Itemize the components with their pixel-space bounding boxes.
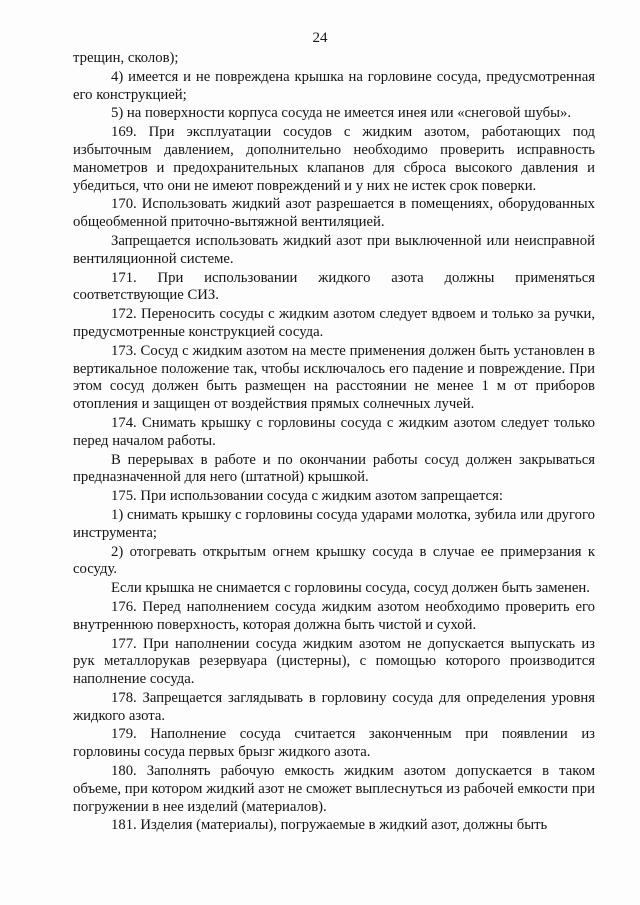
paragraph: 175. При использовании сосуда с жидким азотом запрещается: [111,488,503,505]
paragraph: 172. Переносить сосуды с жидким азотом следует вдвоем и только за ручки, предусмотренные конструкцией сосуда. [73,306,595,340]
paragraph: 1) снимать крышку с горловины сосуда ударами молотка, зубила или другого инструмента; [73,506,595,541]
page-number: 24 [312,30,328,46]
paragraph: 170. Использовать жидкий азот разрешается в помещениях, оборудованных общеобменной приточно-вытяжной вентиляцией. [73,196,595,231]
paragraph: В перерывах в работе и по окончании работы сосуд должен закрываться предназначенной для него (штатной) крышкой. [73,451,595,486]
paragraph: 171. При использовании жидкого азота должны применяться соответствующие СИЗ. [73,269,595,304]
paragraph: 181. Изделия (материалы), погружаемые в жидкий азот, должны быть [111,817,548,834]
paragraph: 176. Перед наполнением сосуда жидким азотом необходимо проверить его внутреннюю поверхность, которая должна быть чистой и сухой. [73,598,595,633]
paragraph: 2) отогревать открытым огнем крышку сосуда в случае ее примерзания к сосуду. [73,543,595,578]
paragraph: 173. Сосуд с жидким азотом на месте применения должен быть установлен в вертикальное положение так, чтобы исключалось его падение и повреждение. При этом сосуд должен быть размещен на расстоянии не менее 1 м от приборов отопления и защищен от воздействия прямых солнечных лучей. [73,342,595,413]
paragraph: 180. Заполнять рабочую емкость жидким азотом допускается в таком объеме, при котором жидкий азот не сможет выплеснуться из рабочей емкости при погружении в нее изделий (материалов). [73,763,595,815]
paragraph: 174. Снимать крышку с горловины сосуда с жидким азотом следует только перед началом работы. [73,414,595,449]
paragraph: Запрещается использовать жидкий азот при выключенной или неисправной вентиляционной системе. [73,232,595,267]
paragraph: 4) имеется и не повреждена крышка на горловине сосуда, предусмотренная его конструкцией; [73,68,595,103]
paragraph: Если крышка не снимается с горловины сосуда, сосуд должен быть заменен. [111,580,590,597]
paragraph: 178. Запрещается заглядывать в горловину сосуда для определения уровня жидкого азота. [73,689,595,724]
paragraph: 177. При наполнении сосуда жидким азотом не допускается выпускать из рук металлорукав резервуара (цистерны), с помощью которого производится наполнение сосуда. [73,635,595,688]
paragraph: 179. Наполнение сосуда считается законченным при появлении из горловины сосуда первых брызг жидкого азота. [73,726,595,761]
paragraph: трещин, сколов); [73,50,179,66]
document-body [73,50,595,835]
paragraph: 5) на поверхности корпуса сосуда не имеется инея или «снеговой шубы». [111,105,572,122]
paragraph: 169. При эксплуатации сосудов с жидким азотом, работающих под избыточным давлением, дополнительно необходимо проверить исправность манометров и предохранительных клапанов для сброса высокого давления и убедиться, что они не имеют повреждений и у них не истек срок поверки. [73,124,595,194]
